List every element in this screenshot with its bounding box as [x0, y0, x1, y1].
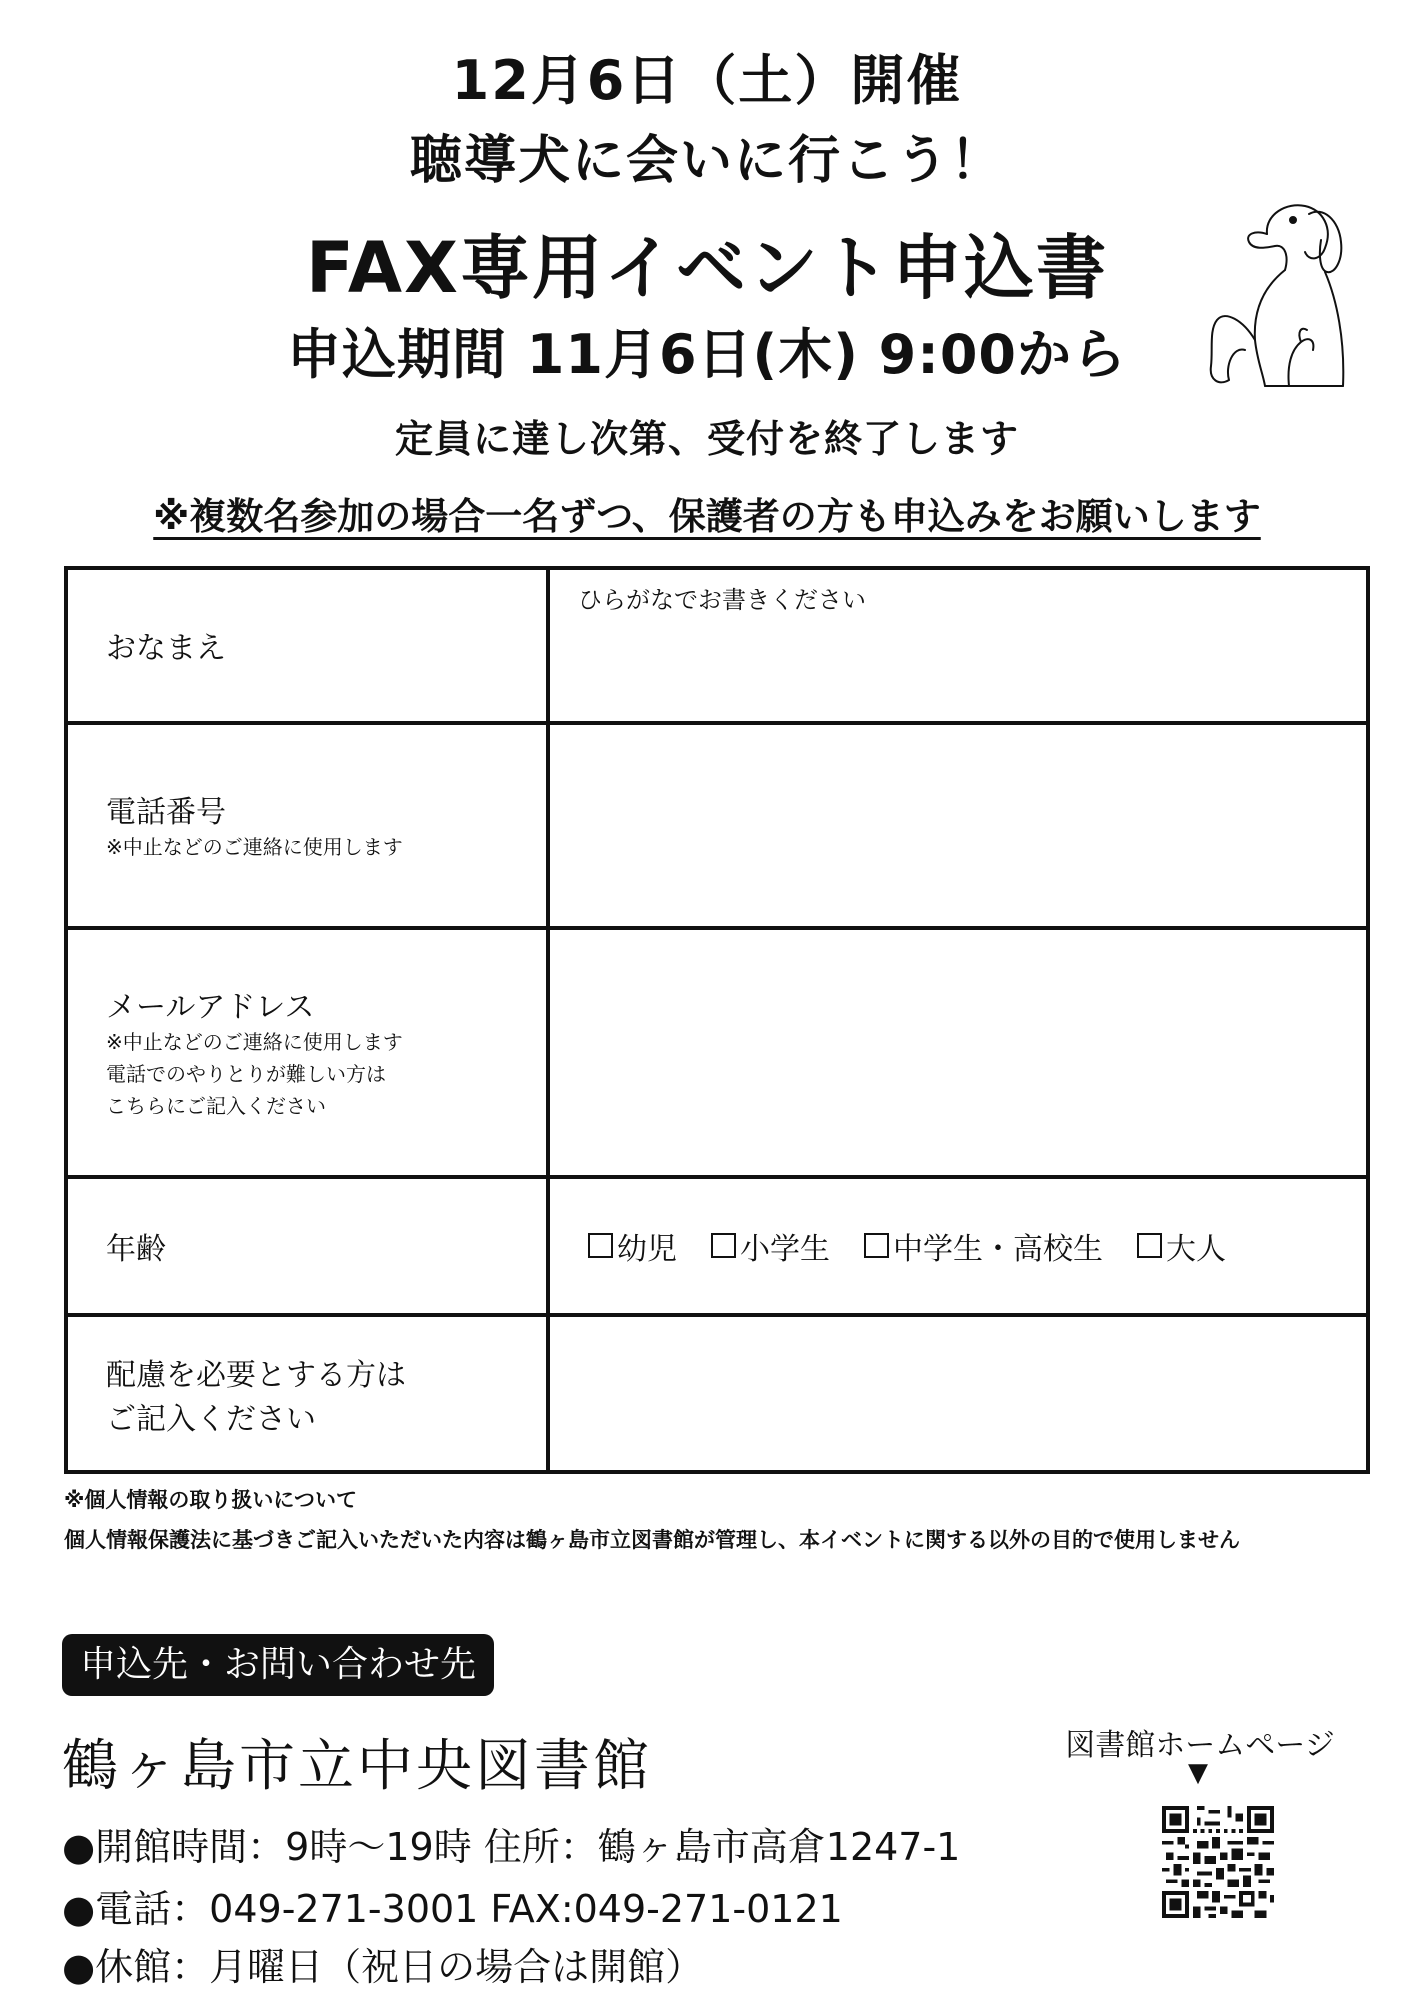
- contact-badge: 申込先・お問い合わせ先: [62, 1634, 494, 1696]
- multi-applicant-note: ※複数名参加の場合一名ずつ、保護者の方も申込みをお願いします: [153, 495, 1261, 538]
- checkbox-icon[interactable]: [864, 1233, 889, 1258]
- care-label-cell: [66, 1315, 548, 1472]
- email-note-phone-difficult: 電話でのやりとりが難しい方は: [106, 1062, 386, 1087]
- event-subtitle: 聴導犬に会いに行こう！: [409, 131, 1004, 191]
- privacy-heading: ※個人情報の取り扱いについて: [64, 1488, 357, 1512]
- age-option-junior-senior-high[interactable]: 中学生・高校生: [864, 1224, 1103, 1268]
- email-note-fill-in: こちらにご記入ください: [106, 1094, 326, 1119]
- application-period: 申込期間 11月6日(木) 9:00から: [287, 323, 1127, 386]
- care-label-line2: ご記入ください: [106, 1401, 316, 1437]
- name-label-cell: [66, 568, 548, 723]
- checkbox-icon[interactable]: [1137, 1233, 1162, 1258]
- age-option-infant[interactable]: 幼児: [588, 1224, 677, 1268]
- dog-illustration-icon: [1205, 190, 1380, 390]
- email-note-usage: ※中止などのご連絡に使用します: [106, 1030, 403, 1055]
- age-option-elementary[interactable]: 小学生: [711, 1224, 830, 1268]
- privacy-body: 個人情報保護法に基づきご記入いただいた内容は鶴ヶ島市立図書館が管理し、本イベントに関する以外の目的で使用しません: [64, 1528, 1240, 1552]
- phone-label-cell: [66, 723, 548, 928]
- name-hint: ひらがなでお書きください: [578, 586, 866, 614]
- email-field[interactable]: [548, 928, 1368, 1177]
- name-field[interactable]: [548, 568, 1368, 723]
- qr-code-icon[interactable]: [1162, 1806, 1274, 1918]
- library-name: 鶴ヶ島市立中央図書館: [62, 1734, 652, 1799]
- library-phone-fax: ●電話：049-271-3001 FAX:049-271-0121: [62, 1887, 843, 1931]
- name-label: おなまえ: [106, 631, 226, 667]
- email-label: メールアドレス: [106, 990, 315, 1026]
- care-label-line1: 配慮を必要とする方は: [106, 1357, 406, 1393]
- phone-label: 電話番号: [106, 795, 226, 831]
- age-label-cell: [66, 1177, 548, 1316]
- phone-note: ※中止などのご連絡に使用します: [106, 835, 403, 860]
- care-field[interactable]: [548, 1315, 1368, 1472]
- phone-field[interactable]: [548, 723, 1368, 928]
- library-closed-days: ●休館：月曜日（祝日の場合は開館）: [62, 1945, 704, 1989]
- checkbox-icon[interactable]: [588, 1233, 613, 1258]
- library-hours-address: ●開館時間：9時〜19時 住所：鶴ヶ島市高倉1247-1: [62, 1825, 961, 1869]
- checkbox-icon[interactable]: [711, 1233, 736, 1258]
- age-options-cell: [548, 1177, 1368, 1316]
- down-arrow-icon: ▼: [1188, 1758, 1208, 1788]
- form-title: FAX専用イベント申込書: [306, 227, 1108, 309]
- age-option-adult[interactable]: 大人: [1137, 1224, 1226, 1268]
- age-label: 年齢: [106, 1231, 166, 1267]
- application-form: [64, 566, 1370, 1474]
- capacity-note: 定員に達し次第、受付を終了します: [394, 417, 1019, 461]
- event-date: 12月6日（土）開催: [451, 49, 963, 112]
- email-label-cell: [66, 928, 548, 1177]
- homepage-label: 図書館ホームページ: [1065, 1728, 1335, 1763]
